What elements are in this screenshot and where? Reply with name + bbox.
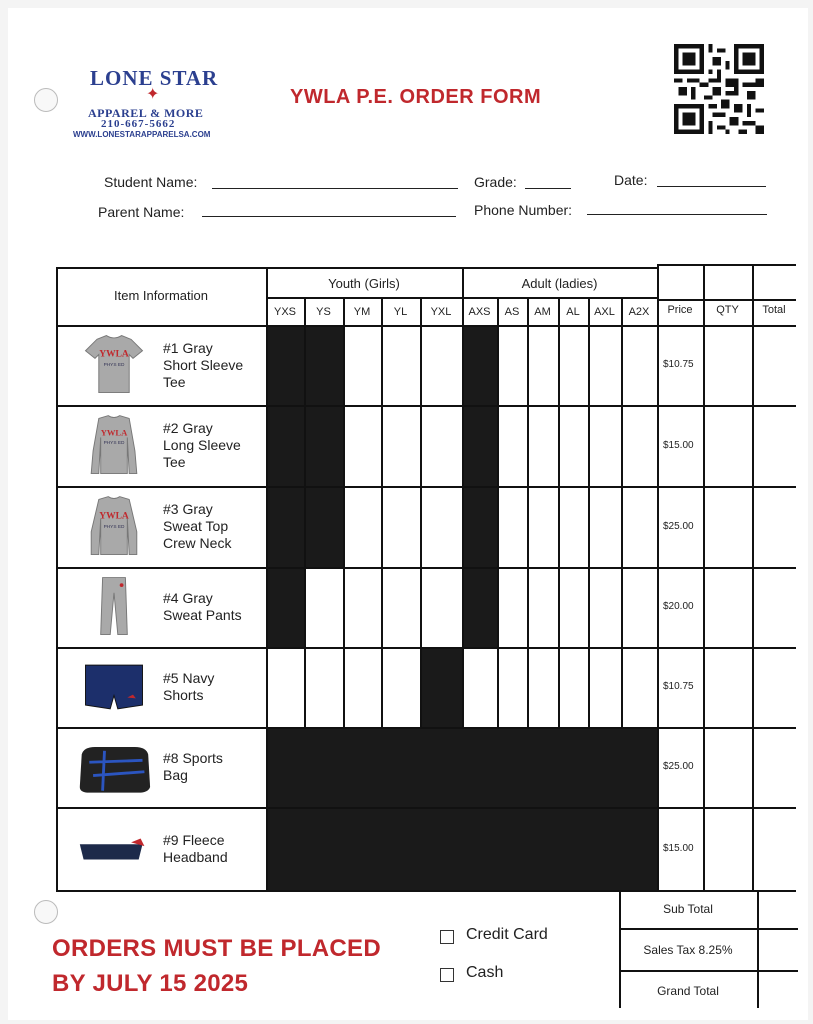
sports-bag-icon (76, 733, 152, 801)
credit-card-checkbox[interactable] (440, 930, 454, 944)
item-name-line: #8 Sports (163, 750, 223, 766)
price-header: Price (667, 304, 693, 316)
grid-line (527, 297, 529, 727)
qty-cell[interactable] (703, 807, 752, 890)
grid-line (558, 297, 560, 727)
cash-label: Cash (466, 964, 504, 981)
item-name-line: Sweat Pants (163, 607, 242, 623)
total-cell (752, 486, 796, 567)
date-field[interactable] (657, 186, 766, 187)
grid-line (56, 267, 58, 890)
size-header-as: AS (504, 306, 520, 318)
sub-total-value (759, 890, 798, 928)
size-header-yxs: YXS (273, 306, 296, 318)
grid-line (657, 299, 796, 301)
grid-line (56, 647, 796, 649)
page-title: YWLA P.E. ORDER FORM (290, 86, 542, 108)
item-price: $20.00 (663, 601, 694, 612)
phone-number-field[interactable] (587, 214, 767, 215)
parent-name-label: Parent Name: (98, 204, 185, 220)
svg-text:YWLA: YWLA (99, 510, 129, 521)
qty-cell[interactable] (703, 325, 752, 405)
grid-line (381, 297, 383, 727)
grand-total-label: Grand Total (657, 984, 719, 998)
cash-checkbox[interactable] (440, 968, 454, 982)
item-name-line: Long Sleeve (163, 437, 241, 453)
size-header-a2x: A2X (628, 306, 650, 318)
headband-icon (76, 815, 152, 883)
deadline-line1: ORDERS MUST BE PLACED (52, 935, 381, 962)
item-price: $10.75 (663, 359, 694, 370)
grid-line (304, 297, 306, 727)
logo-url: WWW.LONESTARAPPARELSA.COM (73, 130, 211, 139)
svg-text:PHYS ED: PHYS ED (103, 524, 125, 530)
longsleeve-icon (76, 412, 152, 480)
qty-cell[interactable] (703, 727, 752, 807)
item-price: $25.00 (663, 761, 694, 772)
grid-line (56, 567, 796, 569)
sub-total-label: Sub Total (663, 902, 713, 916)
logo-phone: 210-667-5662 (101, 118, 176, 130)
grid-line (56, 405, 796, 407)
grid-line (588, 297, 590, 727)
logo-texas-icon: ✦ (146, 86, 160, 103)
grid-line (56, 267, 658, 269)
svg-text:PHYS ED: PHYS ED (103, 362, 125, 368)
grid-line (266, 267, 268, 890)
size-header-axs: AXS (468, 306, 491, 318)
item-name-line: #1 Gray (163, 339, 213, 356)
size-header-yl: YL (393, 306, 408, 318)
item-price: $10.75 (663, 681, 694, 692)
qty-cell[interactable] (703, 486, 752, 567)
binder-hole (34, 88, 58, 112)
grade-label: Grade: (474, 174, 517, 190)
item-name-line: Tee (163, 373, 186, 390)
qty-cell[interactable] (703, 647, 752, 727)
grid-line (497, 297, 499, 727)
item-price: $15.00 (663, 842, 694, 854)
total-cell (752, 807, 796, 890)
item-name-line: #2 Gray (163, 420, 213, 436)
item-name-line: #3 Gray (163, 501, 213, 517)
item-name-line: Shorts (163, 687, 204, 703)
qty-header: QTY (716, 304, 739, 316)
grid-line (56, 325, 796, 327)
grid-line (343, 297, 345, 727)
item-price: $25.00 (663, 520, 694, 532)
unavailable-cell (420, 647, 462, 727)
size-header-axl: AXL (594, 306, 615, 318)
item-name-line: #4 Gray (163, 590, 213, 606)
grid-line (657, 264, 659, 892)
size-header-ym: YM (353, 306, 371, 318)
item-name-line: Sweat Top (163, 518, 229, 534)
unavailable-cell (266, 727, 657, 890)
grid-line (658, 264, 796, 266)
shorts-icon (76, 653, 152, 721)
item-name-line: Tee (163, 454, 186, 470)
grid-line (420, 297, 422, 727)
qty-cell[interactable] (703, 567, 752, 647)
student-name-field[interactable] (212, 188, 458, 189)
grid-line (462, 267, 464, 727)
total-cell (752, 727, 796, 807)
size-header-ys: YS (316, 306, 331, 318)
grid-line (56, 890, 796, 892)
phone-number-label: Phone Number: (474, 202, 573, 218)
total-cell (752, 325, 796, 405)
grade-field[interactable] (525, 188, 571, 189)
adult-header: Adult (ladies) (521, 276, 598, 291)
sales-tax-label: Sales Tax 8.25% (643, 943, 733, 957)
sweatshirt-icon (76, 493, 152, 561)
item-name-line: #5 Navy (163, 670, 215, 686)
tee-icon (76, 331, 152, 399)
item-name-line: Bag (163, 767, 188, 783)
size-header-al: AL (566, 306, 580, 318)
grid-line (56, 807, 796, 809)
grand-total-value (759, 970, 798, 1008)
sweatpants-icon (76, 573, 152, 641)
student-name-label: Student Name: (104, 174, 198, 190)
deadline-line2: BY JULY 15 2025 (52, 970, 249, 997)
svg-text:PHYS ED: PHYS ED (103, 440, 125, 446)
size-header-yxl: YXL (430, 306, 452, 318)
logo-line1: LONE STAR (90, 66, 219, 90)
grid-line (56, 486, 796, 488)
logo-line2: APPAREL & MORE (88, 106, 204, 120)
item-information-header: Item Information (114, 288, 208, 303)
unavailable-cell (266, 567, 304, 647)
item-price: $15.00 (663, 439, 694, 451)
binder-hole (34, 900, 58, 924)
item-name-line: Short Sleeve (163, 356, 244, 373)
qr-code-icon (674, 44, 764, 134)
youth-header: Youth (Girls) (328, 276, 400, 291)
item-name-line: #9 Fleece (163, 831, 225, 848)
total-cell (752, 647, 796, 727)
parent-name-field[interactable] (202, 216, 456, 217)
total-cell (752, 405, 796, 486)
total-cell (752, 567, 796, 647)
total-header: Total (762, 304, 786, 316)
date-label: Date: (614, 172, 648, 188)
sales-tax-value (759, 928, 798, 970)
credit-card-label: Credit Card (466, 926, 548, 943)
svg-text:YWLA: YWLA (99, 349, 129, 360)
grid-line (56, 727, 796, 729)
grid-line (621, 297, 623, 727)
size-header-am: AM (534, 306, 551, 318)
item-name-line: Headband (163, 848, 228, 865)
svg-text:YWLA: YWLA (100, 427, 128, 438)
qty-cell[interactable] (703, 405, 752, 486)
item-name-line: Crew Neck (163, 535, 232, 551)
